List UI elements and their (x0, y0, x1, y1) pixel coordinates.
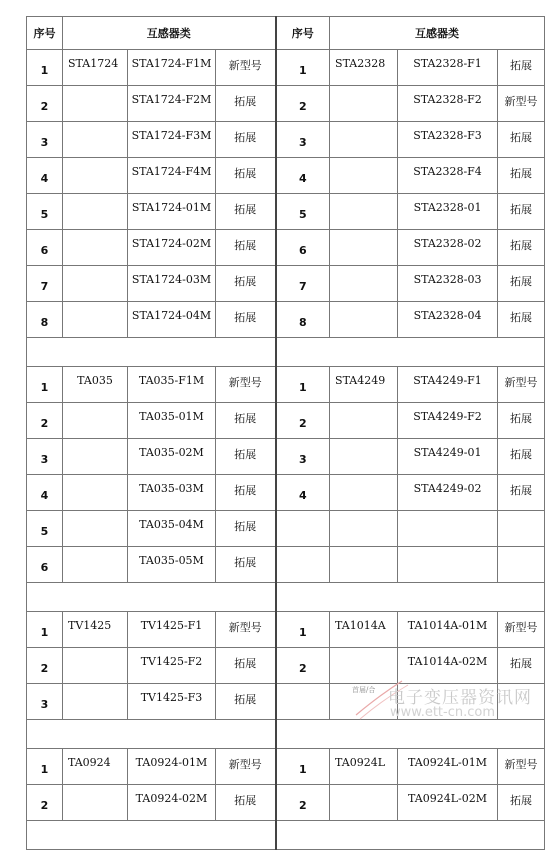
series-cell-right (330, 547, 398, 583)
table-body (27, 17, 545, 850)
table-row (27, 86, 545, 122)
note-cell-left: 拓展 (216, 158, 276, 194)
note-cell-left: 拓展 (216, 684, 276, 720)
series-cell-right (330, 230, 398, 266)
note-cell-left: 拓展 (216, 230, 276, 266)
header-category-right: 互感器类 (330, 17, 545, 50)
note-cell-left: 拓展 (216, 86, 276, 122)
series-cell-left (63, 684, 128, 720)
series-cell-left (63, 547, 128, 583)
note-cell-right: 拓展 (498, 122, 545, 158)
series-cell-left (63, 194, 128, 230)
seq-cell-left: 3 (27, 439, 63, 475)
series-cell-right: TA0924L (330, 749, 398, 785)
series-cell-left: TA035 (63, 367, 128, 403)
note-cell-right: 拓展 (498, 439, 545, 475)
model-cell-right: STA4249-F2 (398, 403, 498, 439)
note-cell-right: 拓展 (498, 266, 545, 302)
series-cell-left (63, 648, 128, 684)
header-seq-left: 序号 (27, 17, 63, 50)
model-cell-right: STA2328-03 (398, 266, 498, 302)
watermark-small-text: 首届/合 (352, 686, 376, 694)
header-seq-right: 序号 (276, 17, 330, 50)
table-row (27, 439, 545, 475)
model-cell-right: STA4249-01 (398, 439, 498, 475)
model-cell-right (398, 511, 498, 547)
seq-cell-left: 1 (27, 749, 63, 785)
seq-cell-left: 2 (27, 86, 63, 122)
model-cell-left: STA1724-04M (128, 302, 216, 338)
model-cell-right: STA2328-F2 (398, 86, 498, 122)
note-cell-left: 新型号 (216, 50, 276, 86)
model-cell-left: TA035-05M (128, 547, 216, 583)
series-cell-right (330, 511, 398, 547)
series-cell-right (330, 194, 398, 230)
series-cell-left (63, 785, 128, 821)
model-cell-left: TA035-02M (128, 439, 216, 475)
seq-cell-left: 1 (27, 612, 63, 648)
note-cell-left: 拓展 (216, 403, 276, 439)
note-cell-right: 拓展 (498, 403, 545, 439)
note-cell-left: 拓展 (216, 475, 276, 511)
note-cell-right: 拓展 (498, 50, 545, 86)
separator-row (27, 720, 545, 749)
separator-cell-left (27, 338, 276, 367)
separator-cell-right (276, 338, 545, 367)
note-cell-left: 拓展 (216, 547, 276, 583)
watermark-site-name: 电子变压器资讯网 (388, 688, 532, 708)
note-cell-right: 拓展 (498, 158, 545, 194)
product-table-sheet (26, 16, 544, 812)
series-cell-right (330, 266, 398, 302)
model-cell-right: STA2328-02 (398, 230, 498, 266)
seq-cell-left: 2 (27, 785, 63, 821)
series-cell-left (63, 439, 128, 475)
model-cell-right: STA2328-01 (398, 194, 498, 230)
header-category-left: 互感器类 (63, 17, 276, 50)
model-cell-right: TA1014A-02M (398, 648, 498, 684)
series-cell-right (330, 684, 398, 720)
note-cell-right (498, 684, 545, 720)
series-cell-left (63, 266, 128, 302)
seq-cell-right: 5 (276, 194, 330, 230)
model-cell-left: TA035-04M (128, 511, 216, 547)
seq-cell-right: 1 (276, 367, 330, 403)
note-cell-right: 拓展 (498, 302, 545, 338)
separator-cell-right (276, 821, 545, 850)
note-cell-left: 拓展 (216, 785, 276, 821)
model-cell-left: STA1724-F4M (128, 158, 216, 194)
header-row (27, 17, 545, 50)
series-cell-left (63, 302, 128, 338)
separator-row (27, 338, 545, 367)
note-cell-left: 拓展 (216, 266, 276, 302)
series-cell-right: STA2328 (330, 50, 398, 86)
series-cell-right (330, 648, 398, 684)
series-cell-right: STA4249 (330, 367, 398, 403)
note-cell-right: 新型号 (498, 612, 545, 648)
seq-cell-left: 2 (27, 648, 63, 684)
series-cell-left: STA1724 (63, 50, 128, 86)
model-cell-right: STA4249-02 (398, 475, 498, 511)
series-cell-left (63, 475, 128, 511)
table-row (27, 302, 545, 338)
separator-row (27, 583, 545, 612)
model-cell-right: TA0924L-01M (398, 749, 498, 785)
series-cell-left (63, 158, 128, 194)
series-cell-left: TV1425 (63, 612, 128, 648)
seq-cell-left: 6 (27, 547, 63, 583)
table-row (27, 158, 545, 194)
note-cell-right: 拓展 (498, 230, 545, 266)
series-cell-left (63, 230, 128, 266)
model-cell-left: STA1724-F2M (128, 86, 216, 122)
model-cell-left: STA1724-01M (128, 194, 216, 230)
seq-cell-left: 1 (27, 50, 63, 86)
model-cell-right: STA2328-F3 (398, 122, 498, 158)
table-row (27, 122, 545, 158)
series-cell-left (63, 86, 128, 122)
seq-cell-left: 7 (27, 266, 63, 302)
seq-cell-right (276, 684, 330, 720)
note-cell-left: 拓展 (216, 302, 276, 338)
model-cell-right (398, 684, 498, 720)
seq-cell-left: 8 (27, 302, 63, 338)
series-cell-right (330, 785, 398, 821)
note-cell-right: 拓展 (498, 194, 545, 230)
model-cell-right: STA4249-F1 (398, 367, 498, 403)
series-cell-right: TA1014A (330, 612, 398, 648)
table-row (27, 194, 545, 230)
seq-cell-right (276, 547, 330, 583)
model-cell-left: STA1724-02M (128, 230, 216, 266)
separator-cell-left (27, 583, 276, 612)
model-cell-left: TA035-03M (128, 475, 216, 511)
note-cell-right: 拓展 (498, 475, 545, 511)
model-cell-left: TV1425-F1 (128, 612, 216, 648)
table-row (27, 684, 545, 720)
note-cell-right (498, 547, 545, 583)
table-row (27, 547, 545, 583)
model-cell-left: TA035-01M (128, 403, 216, 439)
note-cell-left: 拓展 (216, 194, 276, 230)
model-cell-right: STA2328-F1 (398, 50, 498, 86)
note-cell-right: 拓展 (498, 785, 545, 821)
model-cell-left: STA1724-03M (128, 266, 216, 302)
model-cell-left: TV1425-F2 (128, 648, 216, 684)
seq-cell-left: 5 (27, 194, 63, 230)
note-cell-left: 拓展 (216, 439, 276, 475)
table-row (27, 50, 545, 86)
series-cell-right (330, 475, 398, 511)
note-cell-right: 新型号 (498, 367, 545, 403)
separator-row (27, 821, 545, 850)
watermark-url: www.ett-cn.com (390, 705, 496, 720)
model-cell-right: STA2328-04 (398, 302, 498, 338)
seq-cell-right: 8 (276, 302, 330, 338)
note-cell-left: 新型号 (216, 612, 276, 648)
seq-cell-left: 2 (27, 403, 63, 439)
seq-cell-right: 3 (276, 122, 330, 158)
note-cell-left: 拓展 (216, 511, 276, 547)
model-cell-left: STA1724-F3M (128, 122, 216, 158)
model-cell-left: TV1425-F3 (128, 684, 216, 720)
seq-cell-left: 5 (27, 511, 63, 547)
seq-cell-right: 2 (276, 86, 330, 122)
note-cell-right: 拓展 (498, 648, 545, 684)
seq-cell-left: 1 (27, 367, 63, 403)
note-cell-right: 新型号 (498, 86, 545, 122)
separator-cell-left (27, 821, 276, 850)
series-cell-right (330, 439, 398, 475)
table-row (27, 367, 545, 403)
seq-cell-right: 3 (276, 439, 330, 475)
seq-cell-right: 4 (276, 475, 330, 511)
table-row (27, 475, 545, 511)
table-row (27, 648, 545, 684)
seq-cell-left: 6 (27, 230, 63, 266)
table-row (27, 266, 545, 302)
note-cell-left: 新型号 (216, 749, 276, 785)
table-row (27, 785, 545, 821)
seq-cell-left: 3 (27, 122, 63, 158)
separator-cell-left (27, 720, 276, 749)
model-cell-left: TA035-F1M (128, 367, 216, 403)
table-row (27, 230, 545, 266)
seq-cell-left: 3 (27, 684, 63, 720)
table-row (27, 612, 545, 648)
model-cell-left: STA1724-F1M (128, 50, 216, 86)
model-cell-left: TA0924-02M (128, 785, 216, 821)
series-cell-right (330, 86, 398, 122)
separator-cell-right (276, 583, 545, 612)
series-cell-right (330, 403, 398, 439)
table-row (27, 511, 545, 547)
seq-cell-left: 4 (27, 475, 63, 511)
model-cell-right (398, 547, 498, 583)
transformer-model-table (26, 16, 545, 850)
note-cell-left: 新型号 (216, 367, 276, 403)
seq-cell-right: 2 (276, 403, 330, 439)
model-cell-right: TA1014A-01M (398, 612, 498, 648)
seq-cell-right: 2 (276, 785, 330, 821)
seq-cell-right: 6 (276, 230, 330, 266)
seq-cell-right: 7 (276, 266, 330, 302)
note-cell-left: 拓展 (216, 122, 276, 158)
model-cell-right: STA2328-F4 (398, 158, 498, 194)
model-cell-left: TA0924-01M (128, 749, 216, 785)
series-cell-right (330, 122, 398, 158)
series-cell-left: TA0924 (63, 749, 128, 785)
table-row (27, 403, 545, 439)
seq-cell-right: 1 (276, 50, 330, 86)
note-cell-left: 拓展 (216, 648, 276, 684)
seq-cell-right: 1 (276, 612, 330, 648)
seq-cell-left: 4 (27, 158, 63, 194)
table-row (27, 749, 545, 785)
seq-cell-right: 1 (276, 749, 330, 785)
series-cell-left (63, 122, 128, 158)
series-cell-right (330, 158, 398, 194)
note-cell-right (498, 511, 545, 547)
series-cell-left (63, 511, 128, 547)
seq-cell-right: 2 (276, 648, 330, 684)
model-cell-right: TA0924L-02M (398, 785, 498, 821)
seq-cell-right (276, 511, 330, 547)
separator-cell-right (276, 720, 545, 749)
note-cell-right: 新型号 (498, 749, 545, 785)
series-cell-left (63, 403, 128, 439)
series-cell-right (330, 302, 398, 338)
seq-cell-right: 4 (276, 158, 330, 194)
